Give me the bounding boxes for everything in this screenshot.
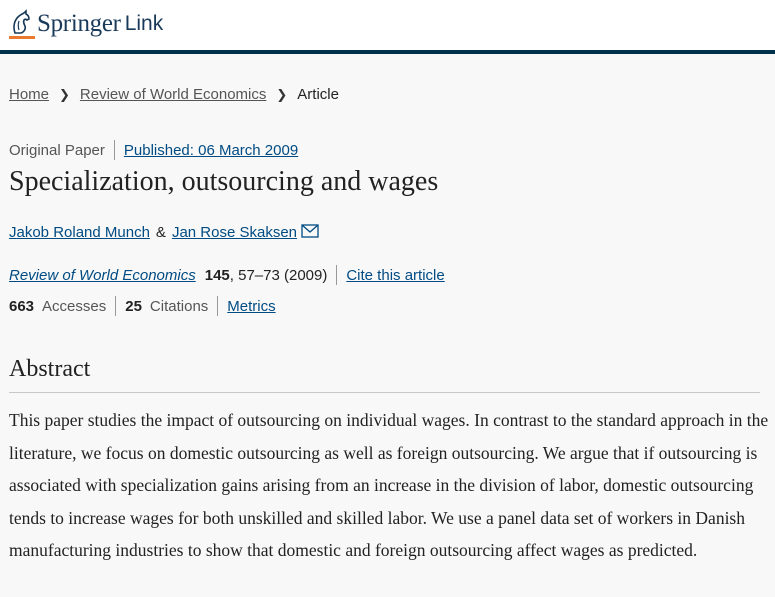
citations-label: Citations	[149, 297, 209, 315]
divider	[115, 296, 116, 316]
breadcrumb-home-link[interactable]: Home	[9, 86, 50, 103]
journal-citation	[9, 265, 445, 285]
abstract-divider	[9, 392, 760, 393]
email-icon[interactable]	[301, 224, 319, 238]
divider	[336, 265, 337, 285]
author-separator: &	[155, 224, 166, 241]
springer-horse-icon	[9, 9, 33, 39]
accesses-label: Accesses	[42, 297, 107, 315]
divider	[217, 296, 218, 316]
metrics-link[interactable]: Metrics	[227, 297, 276, 315]
chevron-right-icon: ❯	[276, 86, 288, 102]
chevron-right-icon: ❯	[59, 86, 70, 102]
journal-volume: 145	[204, 266, 230, 284]
breadcrumb-current: Article	[297, 86, 339, 103]
article-meta	[9, 140, 298, 160]
accesses-count: 663	[9, 297, 35, 315]
author-list	[9, 224, 319, 241]
author-link-skaksen[interactable]: Jan Rose Skaksen	[171, 224, 298, 241]
journal-pages-year: , 57–73 (2009)	[229, 266, 328, 284]
site-header	[0, 0, 775, 54]
abstract-heading: Abstract	[9, 356, 91, 382]
brand-suffix: Link	[124, 12, 164, 35]
published-date-link[interactable]: Published: 06 March 2009	[123, 141, 299, 159]
journal-link[interactable]: Review of World Economics	[9, 266, 196, 284]
cite-article-link[interactable]: Cite this article	[346, 266, 445, 284]
article-stats	[9, 296, 276, 316]
divider	[114, 140, 115, 160]
breadcrumb	[9, 86, 339, 103]
brand-name: Springer	[37, 10, 121, 37]
article-type: Original Paper	[9, 141, 105, 159]
citations-count: 25	[125, 297, 142, 315]
breadcrumb-journal-link[interactable]: Review of World Economics	[79, 86, 267, 103]
logo-accent-bar	[9, 36, 35, 39]
author-link-munch[interactable]: Jakob Roland Munch	[9, 224, 150, 241]
abstract-text: This paper studies the impact of outsourcing on individual wages. In contrast to the standard approach in the literature, we focus on domestic outsourcing as well as foreign outsourcing. We argue that if outsourcing is associated with specialization gains arising from an increase in the division of labor, domestic outsourcing tends to increase wages for both unskilled and skilled labor. We use a panel data set of workers in Danish manufacturing industries to show that domestic and foreign outsourcing affect wages as predicted.	[9, 410, 769, 560]
article-title: Specialization, outsourcing and wages	[9, 166, 439, 197]
